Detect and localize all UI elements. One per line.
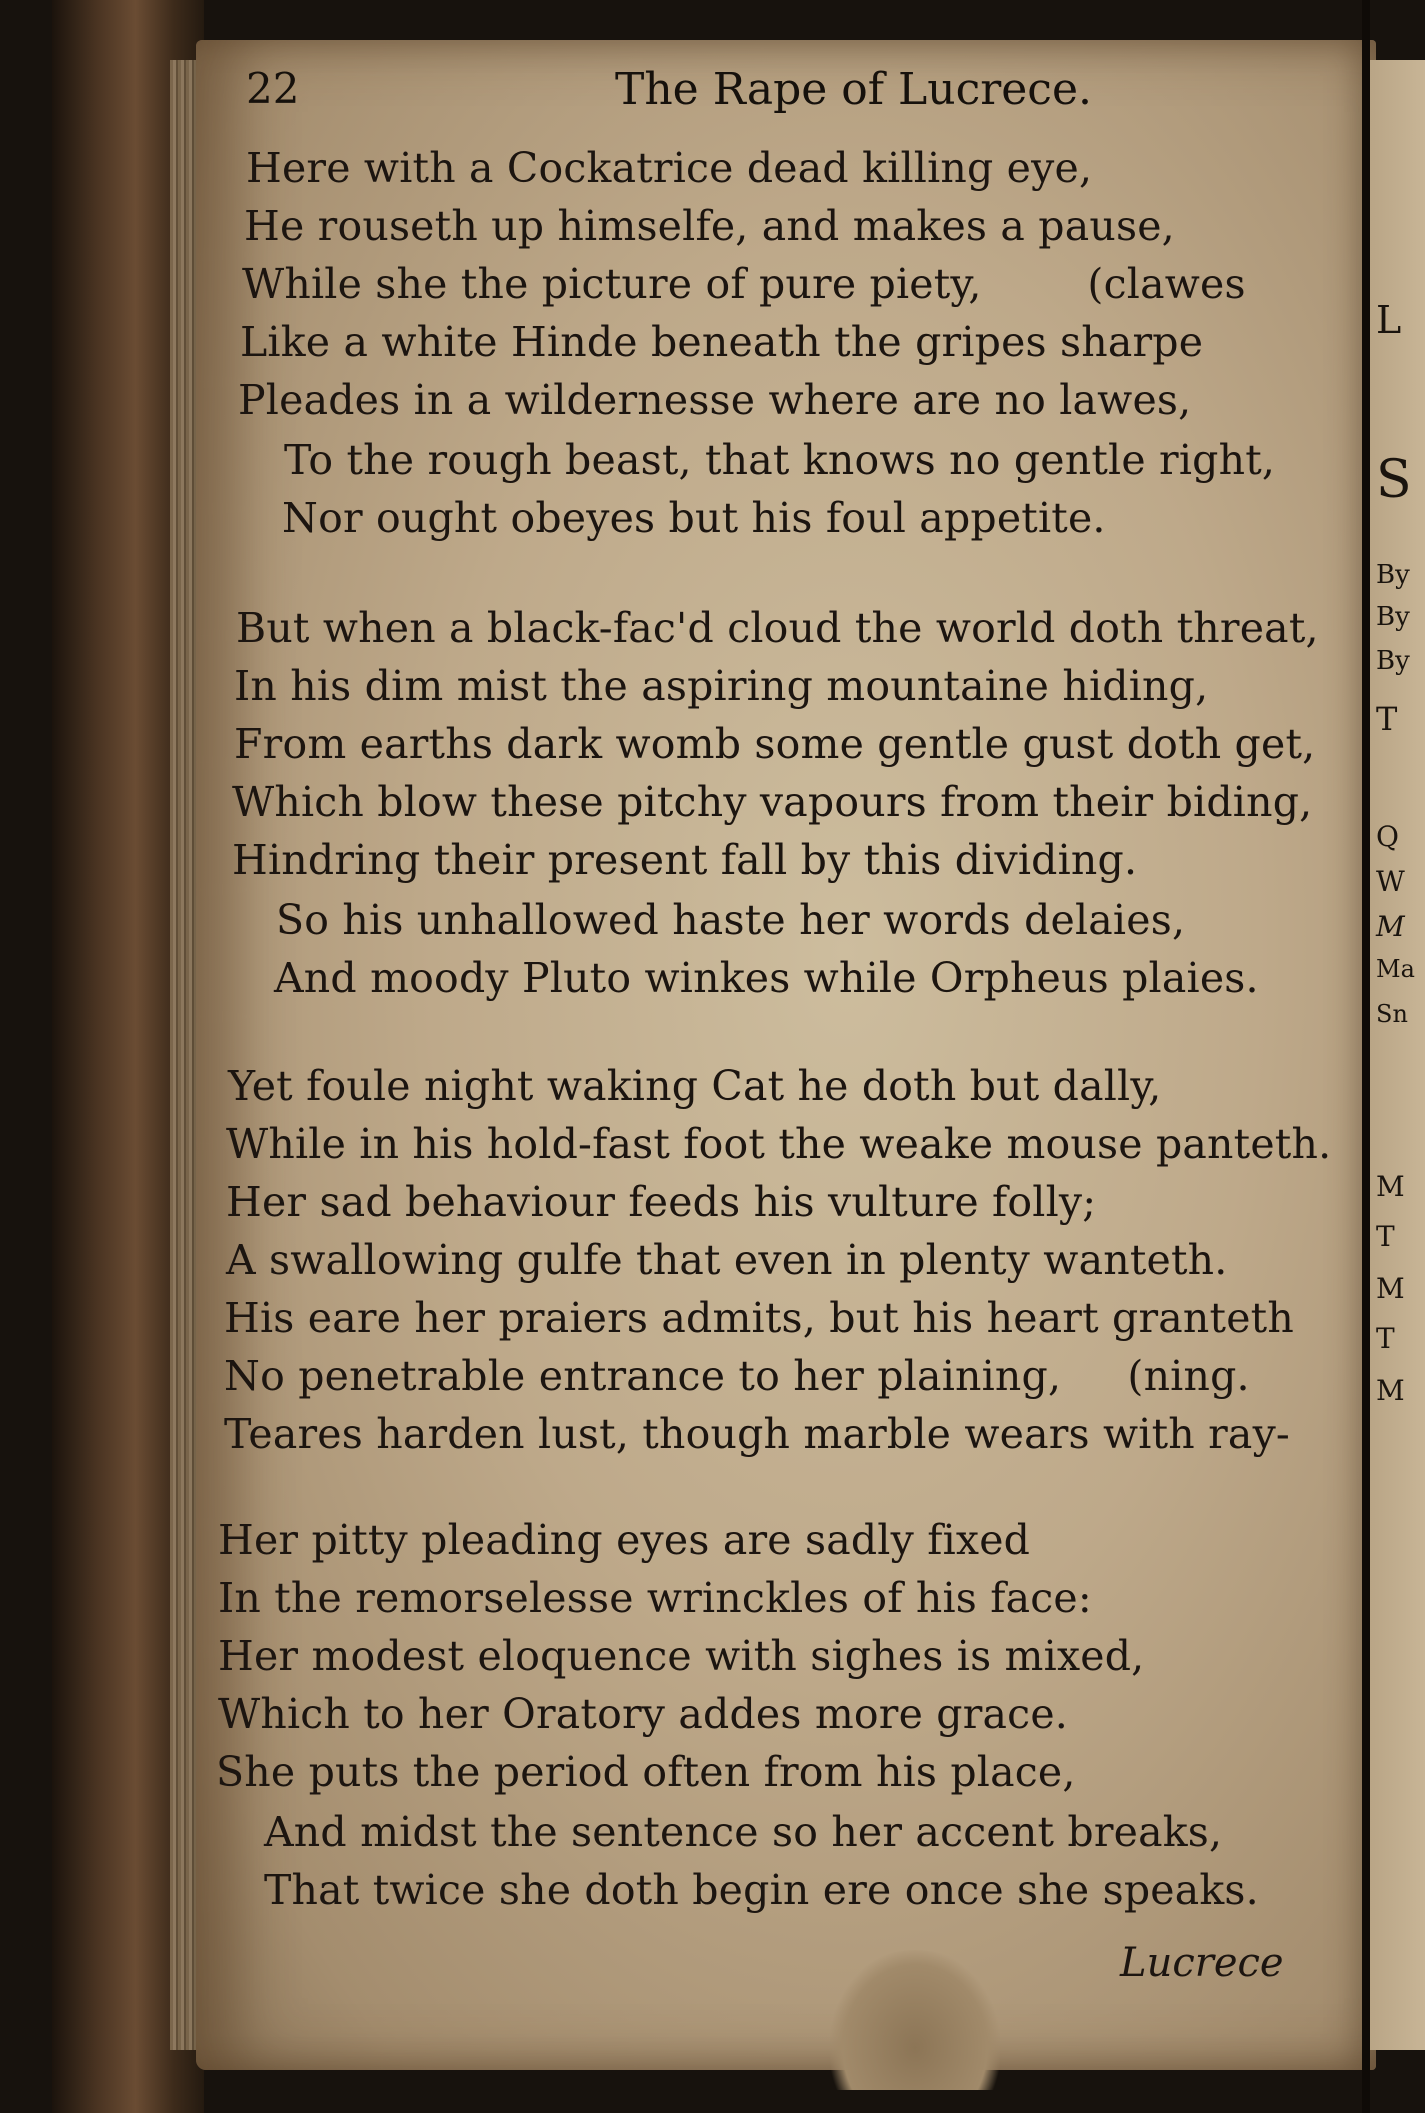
running-header	[240, 64, 1320, 134]
facing-fragment: W	[1376, 865, 1405, 898]
facing-fragment: By	[1376, 560, 1410, 590]
facing-fragment: By	[1376, 646, 1410, 676]
verse-line: So his unhallowed haste her words delaies,	[276, 896, 1186, 944]
verse-line: To the rough beast, that knows no gentle right,	[284, 436, 1276, 484]
facing-fragment: Ma	[1376, 955, 1415, 983]
verse-line: Yet foule night waking Cat he doth but dally,	[228, 1062, 1162, 1110]
verse-line: No penetrable entrance to her plaining, (ning.	[224, 1352, 1250, 1400]
verse-line: Pleades in a wildernesse where are no lawes,	[238, 376, 1192, 424]
facing-fragment: By	[1376, 602, 1410, 632]
verse-line: Nor ought obeyes but his foul appetite.	[282, 494, 1106, 542]
facing-fragment: T	[1376, 1220, 1395, 1253]
verse-line: From earths dark womb some gentle gust doth get,	[234, 720, 1316, 768]
facing-fragment: S	[1376, 450, 1412, 510]
verse-line: And moody Pluto winkes while Orpheus plaies.	[274, 954, 1259, 1002]
page-gutter	[1362, 0, 1370, 2113]
verse-line: Teares harden lust, though marble wears with ray-	[224, 1410, 1290, 1458]
verse-line: While she the picture of pure piety, (clawes	[242, 260, 1246, 308]
running-title: The Rape of Lucrece.	[615, 64, 1092, 115]
page-tear	[830, 1950, 1000, 2090]
verse-line: His eare her praiers admits, but his heart granteth	[224, 1294, 1294, 1342]
verse-line: Her pitty pleading eyes are sadly fixed	[218, 1516, 1031, 1564]
facing-fragment: T	[1376, 1322, 1395, 1355]
facing-fragment: M	[1376, 1272, 1405, 1305]
verse-line: In the remorselesse wrinckles of his face:	[218, 1574, 1092, 1622]
verse-line: Her sad behaviour feeds his vulture folly;	[226, 1178, 1097, 1226]
verse-line: Which to her Oratory addes more grace.	[218, 1690, 1069, 1738]
verse-line: Hindring their present fall by this dividing.	[232, 836, 1138, 884]
verse-line: Here with a Cockatrice dead killing eye,	[246, 144, 1093, 192]
verse-line: Which blow these pitchy vapours from their biding,	[232, 778, 1313, 826]
verse-line: That twice she doth begin ere once she speaks.	[264, 1866, 1259, 1914]
verse-line: But when a black-fac'd cloud the world doth threat,	[236, 604, 1319, 652]
verse-line: Her modest eloquence with sighes is mixed,	[218, 1632, 1145, 1680]
catchword: Lucrece	[1120, 1940, 1284, 1986]
verse-line: In his dim mist the aspiring mountaine hiding,	[234, 662, 1209, 710]
facing-fragment: Sn	[1376, 1000, 1408, 1028]
facing-fragment: M	[1376, 910, 1405, 943]
facing-fragment: Q	[1376, 820, 1399, 853]
verse-line: Like a white Hinde beneath the gripes sharpe	[240, 318, 1204, 366]
facing-fragment: L	[1376, 298, 1402, 342]
facing-page-edge	[1370, 60, 1425, 2050]
facing-fragment: M	[1376, 1374, 1405, 1407]
verse-line: He rouseth up himselfe, and makes a pause,	[244, 202, 1175, 250]
page-number: 22	[246, 64, 300, 113]
verse-line: While in his hold-fast foot the weake mouse panteth.	[226, 1120, 1332, 1168]
verse-line: She puts the period often from his place,	[216, 1748, 1076, 1796]
verse-line: And midst the sentence so her accent breaks,	[264, 1808, 1223, 1856]
facing-fragment: T	[1376, 700, 1398, 738]
facing-fragment: M	[1376, 1170, 1405, 1203]
verse-line: A swallowing gulfe that even in plenty wanteth.	[226, 1236, 1228, 1284]
